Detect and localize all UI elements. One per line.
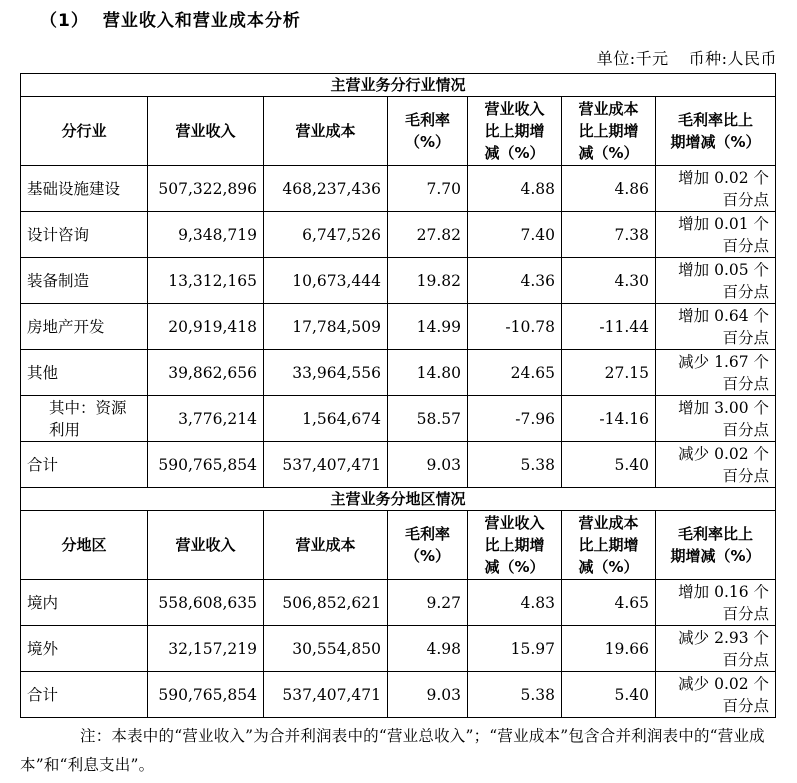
revenue-cell: 39,862,656: [148, 350, 264, 396]
unit-currency-line: [597, 46, 777, 69]
margin-cell: 9.03: [388, 442, 468, 488]
cost-change-cell: 27.15: [562, 350, 656, 396]
revenue-change-cell: 24.65: [468, 350, 562, 396]
cost-cell: 6,747,526: [264, 212, 388, 258]
revenue-cell: 20,919,418: [148, 304, 264, 350]
region-header-revenue: 营业收入: [148, 511, 264, 580]
cost-cell: 537,407,471: [264, 442, 388, 488]
region-header-margin: 毛利率 （%）: [388, 511, 468, 580]
industry-header-category: 分行业: [21, 97, 148, 166]
revenue-change-cell: -10.78: [468, 304, 562, 350]
margin-cell: 58.57: [388, 396, 468, 442]
margin-change-cell: 减少 2.93 个 百分点: [656, 626, 776, 672]
section-heading: [40, 6, 301, 31]
revenue-change-cell: 7.40: [468, 212, 562, 258]
industry-header-row: [21, 97, 776, 166]
row-name: 基础设施建设: [21, 166, 148, 212]
industry-header-margin-change: 毛利率比上 期增减（%）: [656, 97, 776, 166]
currency-label: 币种:人民币: [688, 49, 777, 68]
table-footnote: 注：本表中的“营业收入”为合并利润表中的“营业总收入”；“营业成本”包含合并利润表中的“营业成本”和“利息支出”。: [20, 727, 765, 774]
cost-cell: 17,784,509: [264, 304, 388, 350]
region-header-margin-change: 毛利率比上 期增减（%）: [656, 511, 776, 580]
margin-change-cell: 增加 0.16 个 百分点: [656, 580, 776, 626]
industry-section-title: 主营业务分行业情况: [21, 74, 776, 97]
region-section-row: [21, 488, 776, 511]
cost-change-cell: 19.66: [562, 626, 656, 672]
cost-cell: 468,237,436: [264, 166, 388, 212]
cost-change-cell: 5.40: [562, 442, 656, 488]
heading-title: 营业收入和营业成本分析: [102, 11, 301, 31]
row-name: 房地产开发: [21, 304, 148, 350]
row-name: 境内: [21, 580, 148, 626]
table-row: [21, 396, 776, 442]
row-name: 装备制造: [21, 258, 148, 304]
revenue-change-cell: 4.83: [468, 580, 562, 626]
region-header-cost: 营业成本: [264, 511, 388, 580]
revenue-change-cell: 5.38: [468, 442, 562, 488]
cost-cell: 10,673,444: [264, 258, 388, 304]
region-header-row: [21, 511, 776, 580]
margin-change-cell: 减少 0.02 个 百分点: [656, 672, 776, 718]
margin-cell: 19.82: [388, 258, 468, 304]
region-header-cost-change: 营业成本 比上期增 减（%）: [562, 511, 656, 580]
revenue-cell: 32,157,219: [148, 626, 264, 672]
table-row: [21, 350, 776, 396]
cost-change-cell: -11.44: [562, 304, 656, 350]
margin-change-cell: 增加 0.05 个 百分点: [656, 258, 776, 304]
margin-change-cell: 增加 0.64 个 百分点: [656, 304, 776, 350]
margin-cell: 7.70: [388, 166, 468, 212]
region-section-title: 主营业务分地区情况: [21, 488, 776, 511]
industry-header-revenue: 营业收入: [148, 97, 264, 166]
industry-header-cost-change: 营业成本 比上期增 减（%）: [562, 97, 656, 166]
revenue-change-cell: 4.36: [468, 258, 562, 304]
cost-cell: 33,964,556: [264, 350, 388, 396]
revenue-change-cell: -7.96: [468, 396, 562, 442]
revenue-cell: 558,608,635: [148, 580, 264, 626]
industry-header-cost: 营业成本: [264, 97, 388, 166]
table-row: [21, 212, 776, 258]
revenue-cell: 507,322,896: [148, 166, 264, 212]
revenue-change-cell: 4.88: [468, 166, 562, 212]
cost-cell: 1,564,674: [264, 396, 388, 442]
row-name: 合计: [21, 442, 148, 488]
table-row: [21, 580, 776, 626]
table-row: [21, 258, 776, 304]
revenue-cost-table: [20, 73, 776, 718]
row-name: 境外: [21, 626, 148, 672]
margin-change-cell: 增加 0.01 个 百分点: [656, 212, 776, 258]
table-row: [21, 626, 776, 672]
row-name: 合计: [21, 672, 148, 718]
cost-cell: 537,407,471: [264, 672, 388, 718]
table-body: [21, 74, 776, 718]
margin-change-cell: 减少 0.02 个 百分点: [656, 442, 776, 488]
margin-change-cell: 增加 3.00 个 百分点: [656, 396, 776, 442]
cost-change-cell: 7.38: [562, 212, 656, 258]
margin-cell: 14.80: [388, 350, 468, 396]
revenue-cell: 9,348,719: [148, 212, 264, 258]
margin-change-cell: 增加 0.02 个 百分点: [656, 166, 776, 212]
cost-change-cell: 4.86: [562, 166, 656, 212]
margin-cell: 9.03: [388, 672, 468, 718]
cost-cell: 30,554,850: [264, 626, 388, 672]
row-name: 其中：资源 利用: [21, 396, 148, 442]
region-header-revenue-change: 营业收入 比上期增 减（%）: [468, 511, 562, 580]
margin-cell: 9.27: [388, 580, 468, 626]
industry-header-revenue-change: 营业收入 比上期增 减（%）: [468, 97, 562, 166]
cost-change-cell: -14.16: [562, 396, 656, 442]
revenue-cell: 590,765,854: [148, 442, 264, 488]
revenue-change-cell: 5.38: [468, 672, 562, 718]
table-row: [21, 672, 776, 718]
margin-cell: 4.98: [388, 626, 468, 672]
margin-change-cell: 减少 1.67 个 百分点: [656, 350, 776, 396]
row-name: 其他: [21, 350, 148, 396]
cost-change-cell: 5.40: [562, 672, 656, 718]
revenue-cell: 590,765,854: [148, 672, 264, 718]
table-row: [21, 442, 776, 488]
industry-header-margin: 毛利率 （%）: [388, 97, 468, 166]
table-row: [21, 166, 776, 212]
cost-cell: 506,852,621: [264, 580, 388, 626]
unit-label: 单位:千元: [596, 49, 669, 68]
margin-cell: 27.82: [388, 212, 468, 258]
revenue-change-cell: 15.97: [468, 626, 562, 672]
table-row: [21, 304, 776, 350]
revenue-cell: 3,776,214: [148, 396, 264, 442]
region-header-category: 分地区: [21, 511, 148, 580]
industry-section-row: [21, 74, 776, 97]
margin-cell: 14.99: [388, 304, 468, 350]
cost-change-cell: 4.30: [562, 258, 656, 304]
cost-change-cell: 4.65: [562, 580, 656, 626]
row-name: 设计咨询: [21, 212, 148, 258]
heading-number: （1）: [40, 11, 89, 31]
revenue-cell: 13,312,165: [148, 258, 264, 304]
